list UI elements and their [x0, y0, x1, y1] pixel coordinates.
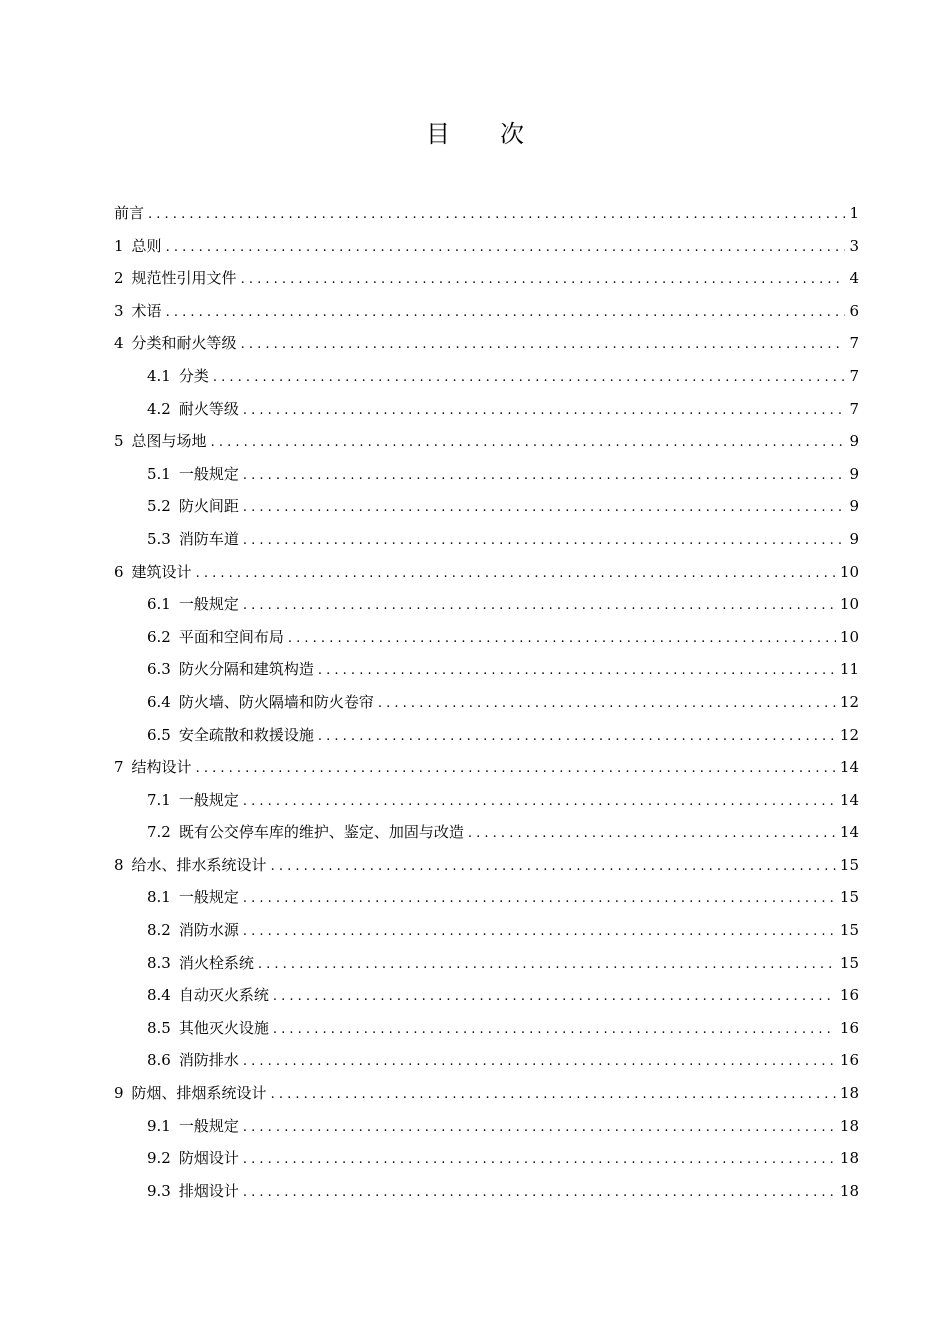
toc-entry-number: 1: [114, 236, 124, 255]
dot-leader: [243, 460, 845, 493]
toc-entry-page: 15: [839, 953, 859, 972]
toc-entry-number: 4.2: [147, 399, 171, 418]
toc-entry[interactable]: [114, 1012, 859, 1045]
toc-entry-label: 安全疏散和救援设施: [178, 725, 314, 744]
title-char-2: 次: [500, 120, 524, 148]
toc-entry[interactable]: [114, 588, 859, 621]
toc-entry[interactable]: [114, 914, 859, 947]
toc-entry-page: 7: [849, 366, 859, 385]
toc-entry-number: 6: [114, 562, 124, 581]
dot-leader: [243, 1112, 836, 1145]
toc-entry-page: 10: [839, 627, 859, 646]
toc-entry-page: 12: [839, 725, 859, 744]
toc-entry-page: 18: [839, 1116, 859, 1135]
dot-leader: [271, 851, 836, 884]
dot-leader: [273, 981, 836, 1014]
toc-entry-label: 总则: [131, 236, 162, 255]
toc-entry-number: 4.1: [147, 366, 171, 385]
toc-entry-label: 总图与场地: [131, 432, 207, 451]
toc-entry-label: 自动灭火系统: [178, 986, 269, 1005]
toc-entry-number: 9: [114, 1084, 124, 1103]
toc-entry-number: 9.3: [147, 1181, 171, 1200]
toc-entry[interactable]: [114, 751, 859, 784]
toc-entry-number: 4: [114, 334, 124, 353]
toc-entry[interactable]: [114, 458, 859, 491]
toc-entry-page: 11: [839, 660, 859, 679]
toc-entry[interactable]: [114, 784, 859, 817]
toc-entry-number: 8.1: [147, 888, 171, 907]
toc-entry-label: 平面和空间布局: [178, 627, 284, 646]
toc-entry-page: 9: [849, 497, 859, 516]
dot-leader: [318, 655, 836, 688]
toc-entry-number: 6.5: [147, 725, 171, 744]
toc-entry-label: 一般规定: [178, 464, 239, 483]
toc-entry[interactable]: [114, 979, 859, 1012]
toc-entry-page: 18: [839, 1149, 859, 1168]
toc-entry-page: 14: [839, 758, 859, 777]
toc-entry[interactable]: [114, 1142, 859, 1175]
toc-entry-label: 规范性引用文件: [131, 269, 237, 288]
dot-leader: [148, 199, 845, 232]
toc-entry-label: 分类: [178, 366, 209, 385]
toc-entry-number: 6.2: [147, 627, 171, 646]
toc-entry-page: 15: [839, 855, 859, 874]
toc-entry[interactable]: [114, 393, 859, 426]
toc-entry-label: 术语: [131, 301, 162, 320]
toc-entry-label: 既有公交停车库的维护、鉴定、加固与改造: [178, 823, 464, 842]
dot-leader: [166, 232, 845, 265]
toc-entry-number: 8.5: [147, 1018, 171, 1037]
toc-entry[interactable]: [114, 686, 859, 719]
dot-leader: [318, 721, 836, 754]
dot-leader: [258, 949, 836, 982]
toc-entry-label: 防烟设计: [178, 1149, 239, 1168]
toc-entry-number: 8.6: [147, 1051, 171, 1070]
dot-leader: [243, 492, 845, 525]
toc-entry-page: 6: [849, 301, 859, 320]
toc-entry-number: 3: [114, 301, 124, 320]
toc-entry-page: 12: [839, 692, 859, 711]
dot-leader: [243, 1144, 836, 1177]
toc-entry[interactable]: [114, 230, 859, 263]
toc-entry-label: 前言: [114, 204, 145, 222]
page-title: [0, 114, 950, 149]
toc-entry-page: 10: [839, 595, 859, 614]
toc-entry-page: 7: [849, 399, 859, 418]
dot-leader: [241, 329, 845, 362]
toc-entry-page: 15: [839, 921, 859, 940]
dot-leader: [288, 623, 836, 656]
dot-leader: [196, 558, 836, 591]
toc-entry-page: 14: [839, 790, 859, 809]
toc-entry-page: 18: [839, 1181, 859, 1200]
toc-entry[interactable]: [114, 621, 859, 654]
toc-entry-number: 5.3: [147, 529, 171, 548]
dot-leader: [271, 1079, 836, 1112]
toc-entry-number: 7.1: [147, 790, 171, 809]
toc-entry[interactable]: [114, 360, 859, 393]
toc-entry[interactable]: [114, 947, 859, 980]
toc-entry-page: 15: [839, 888, 859, 907]
toc-entry[interactable]: [114, 262, 859, 295]
toc-entry-number: 6.3: [147, 660, 171, 679]
toc-entry-label: 消火栓系统: [178, 953, 254, 972]
toc-entry-number: 7.2: [147, 823, 171, 842]
dot-leader: [243, 786, 836, 819]
toc-entry-label: 给水、排水系统设计: [131, 855, 267, 874]
toc-entry[interactable]: [114, 1110, 859, 1143]
toc-entry[interactable]: [114, 653, 859, 686]
toc-entry[interactable]: [114, 881, 859, 914]
toc-entry[interactable]: [114, 849, 859, 882]
dot-leader: [243, 883, 836, 916]
toc-entry-label: 消防车道: [178, 529, 239, 548]
toc-entry[interactable]: [114, 719, 859, 752]
toc-entry-number: 5: [114, 432, 124, 451]
toc-entry-page: 9: [849, 432, 859, 451]
toc-entry-label: 防烟、排烟系统设计: [131, 1084, 267, 1103]
toc-entry-label: 消防水源: [178, 921, 239, 940]
dot-leader: [243, 590, 836, 623]
toc-entry-label: 一般规定: [178, 1116, 239, 1135]
toc-entry[interactable]: [114, 1044, 859, 1077]
toc-entry[interactable]: [114, 197, 859, 230]
toc-entry-label: 防火分隔和建筑构造: [178, 660, 314, 679]
dot-leader: [468, 818, 836, 851]
toc-entry-page: 16: [839, 986, 859, 1005]
toc-entry[interactable]: [114, 816, 859, 849]
title-char-1: 目: [426, 120, 450, 148]
toc-entry-label: 防火间距: [178, 497, 239, 516]
toc-entry-number: 7: [114, 758, 124, 777]
toc-entry[interactable]: [114, 490, 859, 523]
toc-entry-page: 16: [839, 1018, 859, 1037]
toc-entry[interactable]: [114, 1175, 859, 1208]
dot-leader: [273, 1014, 836, 1047]
toc-entry-label: 一般规定: [178, 888, 239, 907]
toc-entry-label: 排烟设计: [178, 1181, 239, 1200]
dot-leader: [243, 1177, 836, 1210]
toc-entry-number: 8: [114, 855, 124, 874]
toc-entry-page: 14: [839, 823, 859, 842]
dot-leader: [243, 395, 845, 428]
toc-entry-number: 5.2: [147, 497, 171, 516]
toc-entry-page: 16: [839, 1051, 859, 1070]
toc-entry[interactable]: [114, 1077, 859, 1110]
toc-entry-label: 分类和耐火等级: [131, 334, 237, 353]
toc-entry-label: 结构设计: [131, 758, 192, 777]
toc-entry-number: 8.4: [147, 986, 171, 1005]
toc-entry-label: 消防排水: [178, 1051, 239, 1070]
dot-leader: [211, 427, 845, 460]
toc-entry-label: 耐火等级: [178, 399, 239, 418]
toc-entry-page: 9: [849, 529, 859, 548]
dot-leader: [243, 916, 836, 949]
toc-entry-page: 10: [839, 562, 859, 581]
dot-leader: [166, 297, 845, 330]
toc-entry-page: 9: [849, 464, 859, 483]
table-of-contents: [114, 197, 859, 1207]
dot-leader: [196, 753, 836, 786]
toc-entry-number: 9.2: [147, 1149, 171, 1168]
toc-entry[interactable]: [114, 327, 859, 360]
toc-entry-label: 建筑设计: [131, 562, 192, 581]
toc-entry-label: 一般规定: [178, 595, 239, 614]
toc-entry-page: 18: [839, 1084, 859, 1103]
toc-entry-number: 6.4: [147, 692, 171, 711]
toc-entry-page: 1: [849, 204, 859, 222]
toc-entry[interactable]: [114, 295, 859, 328]
toc-entry-number: 9.1: [147, 1116, 171, 1135]
toc-entry[interactable]: [114, 523, 859, 556]
dot-leader: [213, 362, 845, 395]
toc-entry-number: 5.1: [147, 464, 171, 483]
toc-entry-number: 6.1: [147, 595, 171, 614]
toc-entry-page: 4: [849, 269, 859, 288]
toc-entry-label: 防火墙、防火隔墙和防火卷帘: [178, 692, 374, 711]
toc-entry-number: 8.2: [147, 921, 171, 940]
toc-entry-label: 其他灭火设施: [178, 1018, 269, 1037]
toc-entry-label: 一般规定: [178, 790, 239, 809]
dot-leader: [243, 1046, 836, 1079]
toc-entry-page: 3: [849, 236, 859, 255]
toc-entry-number: 8.3: [147, 953, 171, 972]
toc-entry[interactable]: [114, 425, 859, 458]
toc-entry[interactable]: [114, 556, 859, 589]
dot-leader: [243, 525, 845, 558]
toc-entry-page: 7: [849, 334, 859, 353]
dot-leader: [378, 688, 836, 721]
dot-leader: [241, 264, 845, 297]
toc-entry-number: 2: [114, 269, 124, 288]
